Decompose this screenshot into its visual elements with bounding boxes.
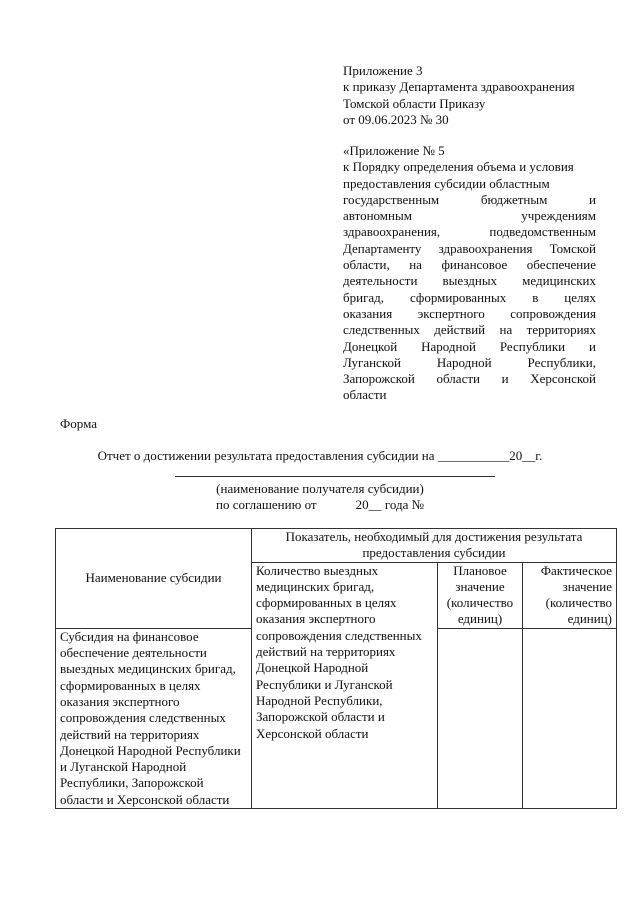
appendix-5-header (343, 143, 596, 404)
subsidy-name-cell: Субсидия на финансовое обеспечение деятельности выездных медицинских бригад, сформированных в целях оказания экспертного сопровождения следственных действий на территориях Донецкой Народной Республики и Луганской Народной Республики, Запорожской области и Херсонской области (56, 628, 252, 808)
form-label: Форма (60, 416, 97, 431)
appendix-5-line: Луганской Народной Республики, (343, 354, 596, 370)
appendix-5-line: автономным учреждениям (343, 208, 596, 224)
actual-value-header: Фактическое значение (количество единиц) (523, 562, 617, 628)
agreement-line: по соглашению от 20__ года № (216, 497, 424, 512)
report-table (55, 528, 617, 809)
appendix-5-line: здравоохранения, подведомственным (343, 224, 596, 240)
appendix-3-line: Приложение 3 (343, 63, 423, 78)
appendix-3-line: к приказу Департамента здравоохранения (343, 79, 575, 95)
appendix-5-line: Донецкой Народной Республики и (343, 338, 596, 354)
appendix-5-line: Департаменту здравоохранения Томской (343, 240, 596, 256)
actual-value-cell[interactable] (523, 628, 617, 808)
appendix-5-line: оказания экспертного сопровождения (343, 305, 596, 321)
appendix-5-line: государственным бюджетным и (343, 191, 596, 207)
appendix-5-line: деятельности выездных медицинских (343, 273, 596, 289)
appendix-5-line: области (343, 387, 387, 403)
appendix-5-line: к Порядку определения объема и условия (343, 159, 574, 175)
appendix-5-line: следственных действий на территориях (343, 322, 596, 338)
planned-value-header: Плановое значение (количество единиц) (438, 562, 523, 628)
recipient-underline (175, 476, 495, 477)
appendix-5-line: Запорожской области и Херсонской (343, 371, 596, 387)
appendix-5-line: области, на финансовое обеспечение (343, 257, 596, 273)
appendix-3-header (343, 63, 598, 128)
appendix-3-line: Томской области Приказу (343, 95, 486, 111)
recipient-caption: (наименование получателя субсидии) (216, 481, 424, 496)
header-row-top (56, 529, 617, 563)
indicator-group-header: Показатель, необходимый для достижения результата предоставления субсидии (252, 529, 617, 563)
appendix-5-line: бригад, сформированных в целях (343, 289, 596, 305)
report-title: Отчет о достижении результата предоставления субсидии на ___________20__г. (97, 448, 543, 463)
appendix-3-line: от 09.06.2023 № 30 (343, 111, 449, 127)
planned-value-cell[interactable] (438, 628, 523, 808)
subsidy-name-header: Наименование субсидии (56, 529, 252, 629)
appendix-5-line: предоставления субсидии областным (343, 175, 550, 191)
appendix-5-title: «Приложение № 5 (343, 143, 445, 158)
brigades-count-header: Количество выездных медицинских бригад, сформированных в целях оказания экспертного сопровождения следственных действий на территориях Донецкой Народной Республики и Луганской Народной Республики, Запорожской области и Херсонской области (252, 562, 438, 808)
